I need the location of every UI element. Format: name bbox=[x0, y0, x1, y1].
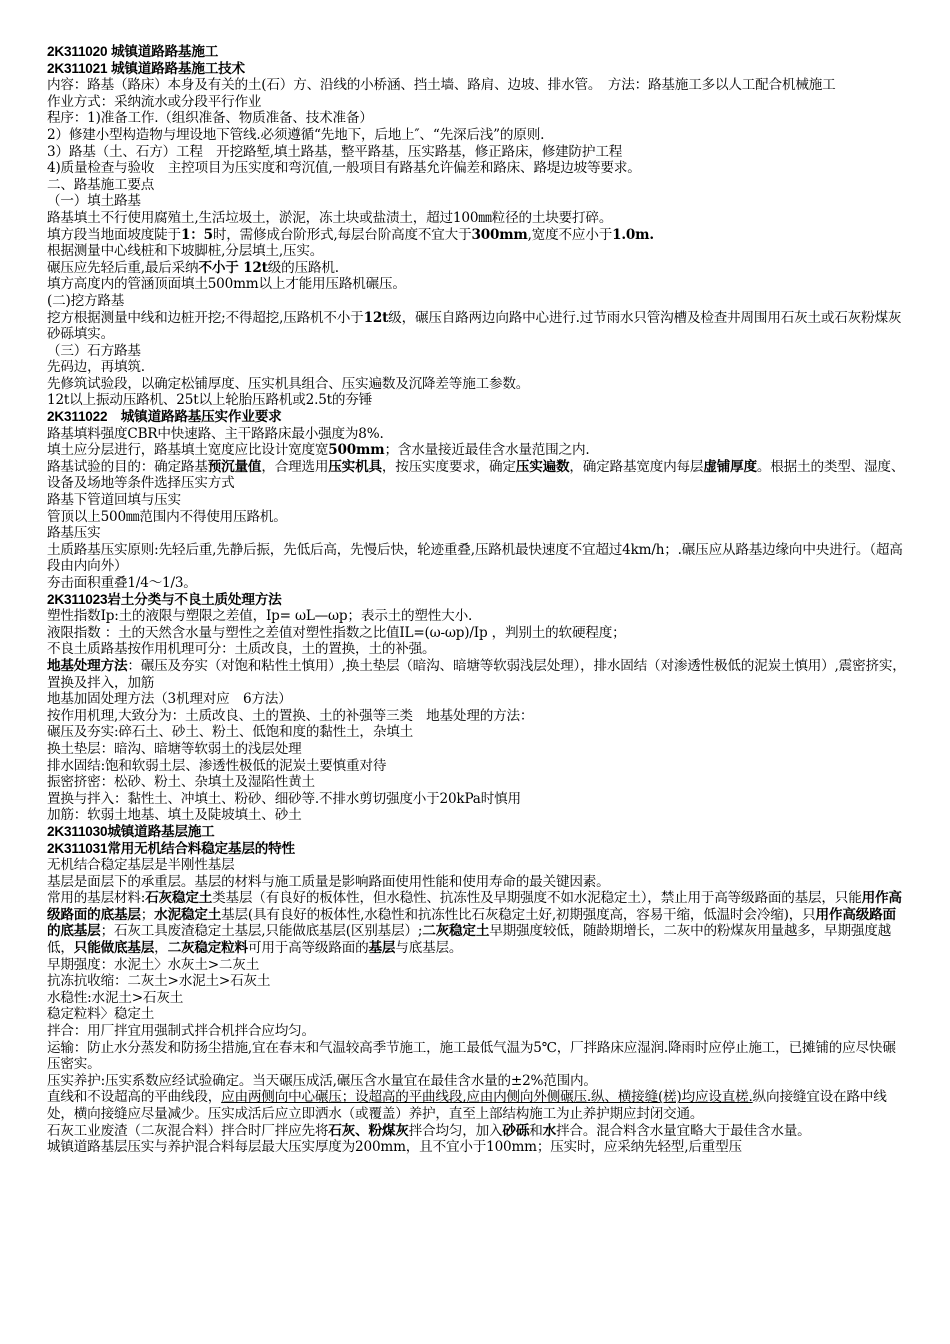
heading-2k311022: 2K311022 城镇道路路基压实作业要求 bbox=[47, 409, 282, 425]
paragraph: 先修筑试验段，以确定松铺厚度、压实机具组合、压实遍数及沉降差等施工参数。 bbox=[47, 375, 530, 392]
paragraph: 碾压及夯实:碎石土、砂土、粉土、低饱和度的黏性土，杂填土 bbox=[47, 724, 414, 741]
document-page bbox=[47, 44, 907, 1156]
paragraph: 根据测量中心线桩和下坡脚桩,分层填土,压实。 bbox=[47, 243, 324, 260]
paragraph: 路基填土不行使用腐殖土,生活垃圾土，淤泥，冻土块或盐渍土，超过100㎜粒径的土块要打碎。 bbox=[47, 209, 613, 226]
paragraph: 不良土质路基按作用机理可分：土质改良，土的置换，土的补强。 bbox=[47, 641, 436, 658]
paragraph: 填方高度内的管涵顶面填土500mm以上才能用压路机碾压。 bbox=[47, 276, 406, 293]
heading-2k311031: 2K311031常用无机结合料稳定基层的特性 bbox=[47, 840, 295, 856]
paragraph: 填土应分层进行，路基填土宽度应比设计宽度宽500mm；含水量接近最佳含水量范围之内. bbox=[47, 442, 590, 459]
paragraph: 液限指数 ：土的天然含水量与塑性之差值对塑性指数之比值IL=(ω-ωp)/Ip ，判别土的软硬程度； bbox=[47, 624, 626, 641]
paragraph: 土质路基压实原则:先轻后重,先静后振，先低后高，先慢后快，轮迹重叠,压路机最快速度不宜超过4km/h；.碾压应从路基边缘向中央进行。（超高段由内向外） bbox=[47, 541, 903, 575]
paragraph: 路基填料强度CBR中快速路、主干路路床最小强度为8%. bbox=[47, 425, 384, 442]
paragraph: 夯击面积重叠1/4～1/3。 bbox=[47, 575, 197, 591]
paragraph: 抗冻抗收缩：二灰土>水泥土>石灰土 bbox=[47, 973, 271, 990]
paragraph: 直线和不设超高的平曲线段，应由两侧向中心碾压；设超高的平曲线段,应由内侧向外侧碾压.纵、横接缝(槎)均应设直槎.纵向接缝宜设在路中线处，横向接缝应尽量减少。压实成活后应立即洒水（或覆盖）养护，直至上部结构施工为止养护期应封闭交通。 bbox=[47, 1089, 887, 1122]
paragraph: 压实养护:压实系数应经试验确定。当天碾压成活,碾压含水量宜在最佳含水量的±2%范围内。 bbox=[47, 1072, 597, 1089]
paragraph: 早期强度：水泥土〉水灰土>二灰土 bbox=[47, 956, 260, 973]
paragraph: 管顶以上500㎜范围内不得使用压路机。 bbox=[47, 508, 287, 525]
heading-2k311020: 2K311020 城镇道路路基施工 bbox=[47, 44, 219, 59]
paragraph: 路基下管道回填与压实 bbox=[47, 492, 181, 509]
paragraph: 常用的基层材料:石灰稳定土类基层（有良好的板体性，但水稳性、抗冻性及早期强度不如水泥稳定土），禁止用于高等级路面的基层，只能用作高级路面的底基层；水泥稳定土基层(具有良好的板体性,水稳性和抗冻性比石灰稳定土好,初期强度高，容易干缩，低温时会冷缩)，只用作高级路面的底基层；石灰工具废渣稳定土基层,只能做底基层(区别基层）;二灰稳定土早期强度较低，随龄期增长，二灰中的粉煤灰用量越多，早期强度越低，只能做底基层，二灰稳定粒料可用于高等级路面的基层与底基层。 bbox=[47, 890, 902, 957]
paragraph: 水稳性:水泥土>石灰土 bbox=[47, 989, 184, 1006]
paragraph: 地基处理方法：碾压及夯实（对饱和粘性土慎用）,换土垫层（暗沟、暗塘等软弱浅层处理），排水固结（对渗透性极低的泥炭土慎用）,震密挤实，置换及拌入，加筋 bbox=[47, 657, 906, 691]
paragraph: 石灰工业废渣（二灰混合料）拌合时厂拌应先将石灰、粉煤灰拌合均匀，加入砂砾和水拌合。混合料含水量宜略大于最佳含水量。 bbox=[47, 1122, 811, 1139]
paragraph: 按作用机理,大致分为：土质改良、土的置换、土的补强等三类 地基处理的方法： bbox=[47, 707, 534, 724]
paragraph: 运输：防止水分蒸发和防扬尘措施,宜在春末和气温较高季节施工，施工最低气温为5℃，厂拌路床应湿润.降雨时应停止施工，已摊铺的应尽快碾压密实。 bbox=[47, 1039, 896, 1073]
paragraph: 地基加固处理方法（3机理对应 6方法） bbox=[47, 691, 292, 708]
paragraph: 碾压应先轻后重,最后采纳不小于 12t级的压路机. bbox=[47, 259, 339, 276]
paragraph: 2）修建小型构造物与埋设地下管线.必须遵循“先地下，后地上″、“先深后浅”的原则. bbox=[47, 126, 545, 143]
paragraph: 换土垫层：暗沟、暗塘等软弱土的浅层处理 bbox=[47, 740, 302, 757]
heading-2k311030: 2K311030城镇道路基层施工 bbox=[47, 823, 215, 839]
heading-2k311023: 2K311023岩土分类与不良土质处理方法 bbox=[47, 591, 282, 607]
paragraph: 加筋：软弱土地基、填土及陡坡填土、砂土 bbox=[47, 807, 302, 824]
section-heading: 二、路基施工要点 bbox=[47, 176, 155, 193]
paragraph: 路基压实 bbox=[47, 525, 101, 542]
paragraph: 作业方式：采纳流水或分段平行作业 bbox=[47, 93, 262, 110]
subsection-heading: (二)挖方路基 bbox=[47, 292, 125, 309]
paragraph: 内容：路基（路床）本身及有关的土(石）方、沿线的小桥涵、挡土墙、路肩、边坡、排水管。 方法：路基施工多以人工配合机械施工 bbox=[47, 77, 836, 94]
paragraph: 4)质量检查与验收 主控项目为压实度和弯沉值,一般项目有路基允许偏差和路床、路堤边坡等要求。 bbox=[47, 160, 641, 177]
paragraph: 挖方根据测量中线和边桩开挖;不得超挖,压路机不小于12t级，碾压自路两边向路中心进行.过节雨水只管沟槽及检查井周围用石灰土或石灰粉煤灰砂砾填实。 bbox=[47, 309, 902, 343]
paragraph: 拌合：用厂拌宜用强制式拌合机拌合应均匀。 bbox=[47, 1023, 315, 1040]
paragraph: 程序：1)准备工作.（组织准备、物质准备、技术准备） bbox=[47, 110, 373, 127]
paragraph: 塑性指数Ip:土的液限与塑限之差值，Ip= ωL—ωp；表示土的塑性大小. bbox=[47, 608, 473, 625]
paragraph: 置换与拌入：黏性土、冲填土、粉砂、细砂等.不排水剪切强度小于20kPa时慎用 bbox=[47, 790, 521, 807]
paragraph: 12t以上振动压路机、25t以上轮胎压路机或2.5t的夯锤 bbox=[47, 392, 373, 409]
paragraph: 基层是面层下的承重层。基层的材料与施工质量是影响路面使用性能和使用寿命的最关键因素。 bbox=[47, 873, 610, 890]
paragraph: 城镇道路基层压实与养护混合料每层最大压实厚度为200mm，且不宜小于100mm；压实时，应采纳先轻型,后重型压 bbox=[47, 1139, 742, 1156]
paragraph: 填方段当地面坡度陡于1：5时，需修成台阶形式,每层台阶高度不宜大于300mm,宽度不应小于1.0m. bbox=[47, 226, 654, 243]
paragraph: 振密挤密：松砂、粉土、杂填土及湿陷性黄土 bbox=[47, 774, 315, 791]
heading-2k311021: 2K311021 城镇道路路基施工技术 bbox=[47, 60, 245, 76]
paragraph: 3）路基（土、石方）工程 开挖路堑,填土路基，整平路基，压实路基，修正路床，修建防护工程 bbox=[47, 143, 623, 160]
paragraph: 稳定粒料〉稳定土 bbox=[47, 1006, 155, 1023]
paragraph: 无机结合稳定基层是半刚性基层 bbox=[47, 857, 235, 874]
paragraph: 路基试验的目的：确定路基预沉量值，合理选用压实机具，按压实度要求，确定压实遍数，确定路基宽度内每层虚铺厚度。根据土的类型、湿度、设备及场地等条件选择压实方式 bbox=[47, 458, 905, 492]
paragraph: 先码边，再填筑. bbox=[47, 359, 145, 376]
paragraph: 排水固结:饱和软弱土层、渗透性极低的泥炭土要慎重对待 bbox=[47, 757, 387, 774]
subsection-heading: （一）填土路基 bbox=[47, 193, 141, 210]
subsection-heading: （三）石方路基 bbox=[47, 342, 141, 359]
